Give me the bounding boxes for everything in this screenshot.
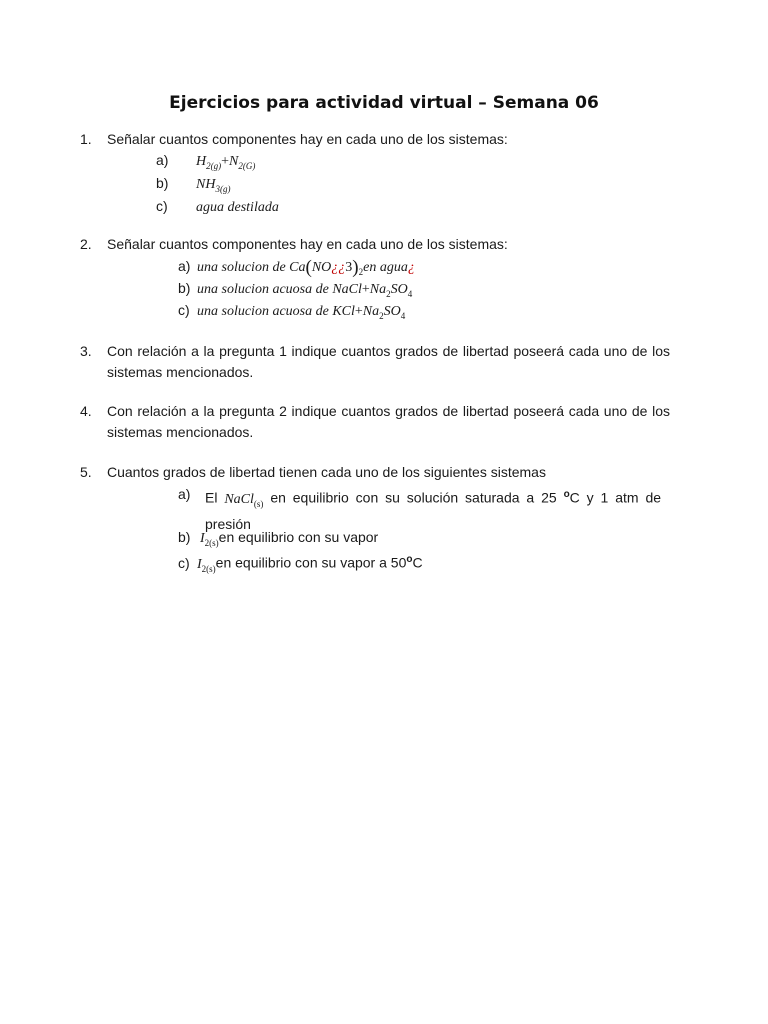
option-label: a) bbox=[178, 258, 191, 274]
question-number: 4. bbox=[80, 403, 92, 419]
q1-option-b bbox=[156, 173, 230, 199]
option-label: a) bbox=[178, 486, 191, 502]
question-number: 5. bbox=[80, 464, 92, 480]
question-text: Con relación a la pregunta 2 indique cuantos grados de libertad poseerá cada uno de los sistemas mencionados. bbox=[107, 403, 670, 440]
q2-option-c bbox=[178, 300, 405, 326]
formula: una solucion acuosa de $NaCl+Na_2SO_4$ bbox=[197, 282, 413, 299]
option-label: b) bbox=[178, 280, 191, 296]
formula: $NH_{3(g)}$ bbox=[196, 177, 231, 194]
question-5 bbox=[80, 462, 670, 483]
formula: agua destilada bbox=[196, 200, 279, 215]
formula: una solucion de $Ca(NO¿¿3)_2en$ agua¿ bbox=[197, 257, 415, 278]
question-number: 3. bbox=[80, 343, 92, 359]
question-number: 1. bbox=[80, 131, 92, 147]
option-label: c) bbox=[178, 554, 190, 571]
option-label: c) bbox=[156, 198, 168, 214]
option-label: c) bbox=[178, 302, 190, 318]
option-label: a) bbox=[156, 152, 169, 168]
q5-option-b: b) $I_{2(s)}en$ equilibrio con su vapor bbox=[178, 529, 379, 548]
q5-option-c: c) $I_{2(s)}en$ equilibrio con su vapor a 50$^o$C bbox=[178, 554, 423, 574]
q5-option-a-label bbox=[178, 484, 190, 504]
question-text: Señalar cuantos componentes hay en cada uno de los sistemas: bbox=[107, 131, 508, 147]
q5-option-a: El NaCl$_{(s)}$ en equilibrio con su solución saturada a 25 $^o$C y 1 atm de presión bbox=[205, 489, 662, 533]
q1-option-a bbox=[156, 150, 255, 176]
question-text: Cuantos grados de libertad tienen cada uno de los siguientes sistemas bbox=[107, 464, 546, 480]
formula: NaCl$_{(s)}$ bbox=[224, 491, 264, 509]
question-2 bbox=[80, 234, 670, 255]
formula: $H_{2(g)}+N_{2(G)}$ bbox=[196, 154, 256, 171]
question-4 bbox=[80, 401, 670, 443]
question-3 bbox=[80, 341, 670, 383]
question-text: Con relación a la pregunta 1 indique cuantos grados de libertad poseerá cada uno de los sistemas mencionados. bbox=[107, 343, 670, 380]
page-title: Ejercicios para actividad virtual – Semana 06 bbox=[169, 93, 599, 113]
formula: $I_{2(s)}$ bbox=[197, 556, 216, 574]
option-label: b) bbox=[178, 529, 191, 545]
formula: una solucion acuosa de $KCl+Na_2SO_4$ bbox=[197, 304, 406, 321]
question-1 bbox=[80, 129, 670, 150]
q1-option-c bbox=[156, 196, 279, 218]
question-text: Señalar cuantos componentes hay en cada uno de los sistemas: bbox=[107, 236, 508, 252]
option-label: b) bbox=[156, 175, 169, 191]
question-number: 2. bbox=[80, 236, 92, 252]
formula: $I_{2(s)}$ bbox=[200, 531, 219, 548]
